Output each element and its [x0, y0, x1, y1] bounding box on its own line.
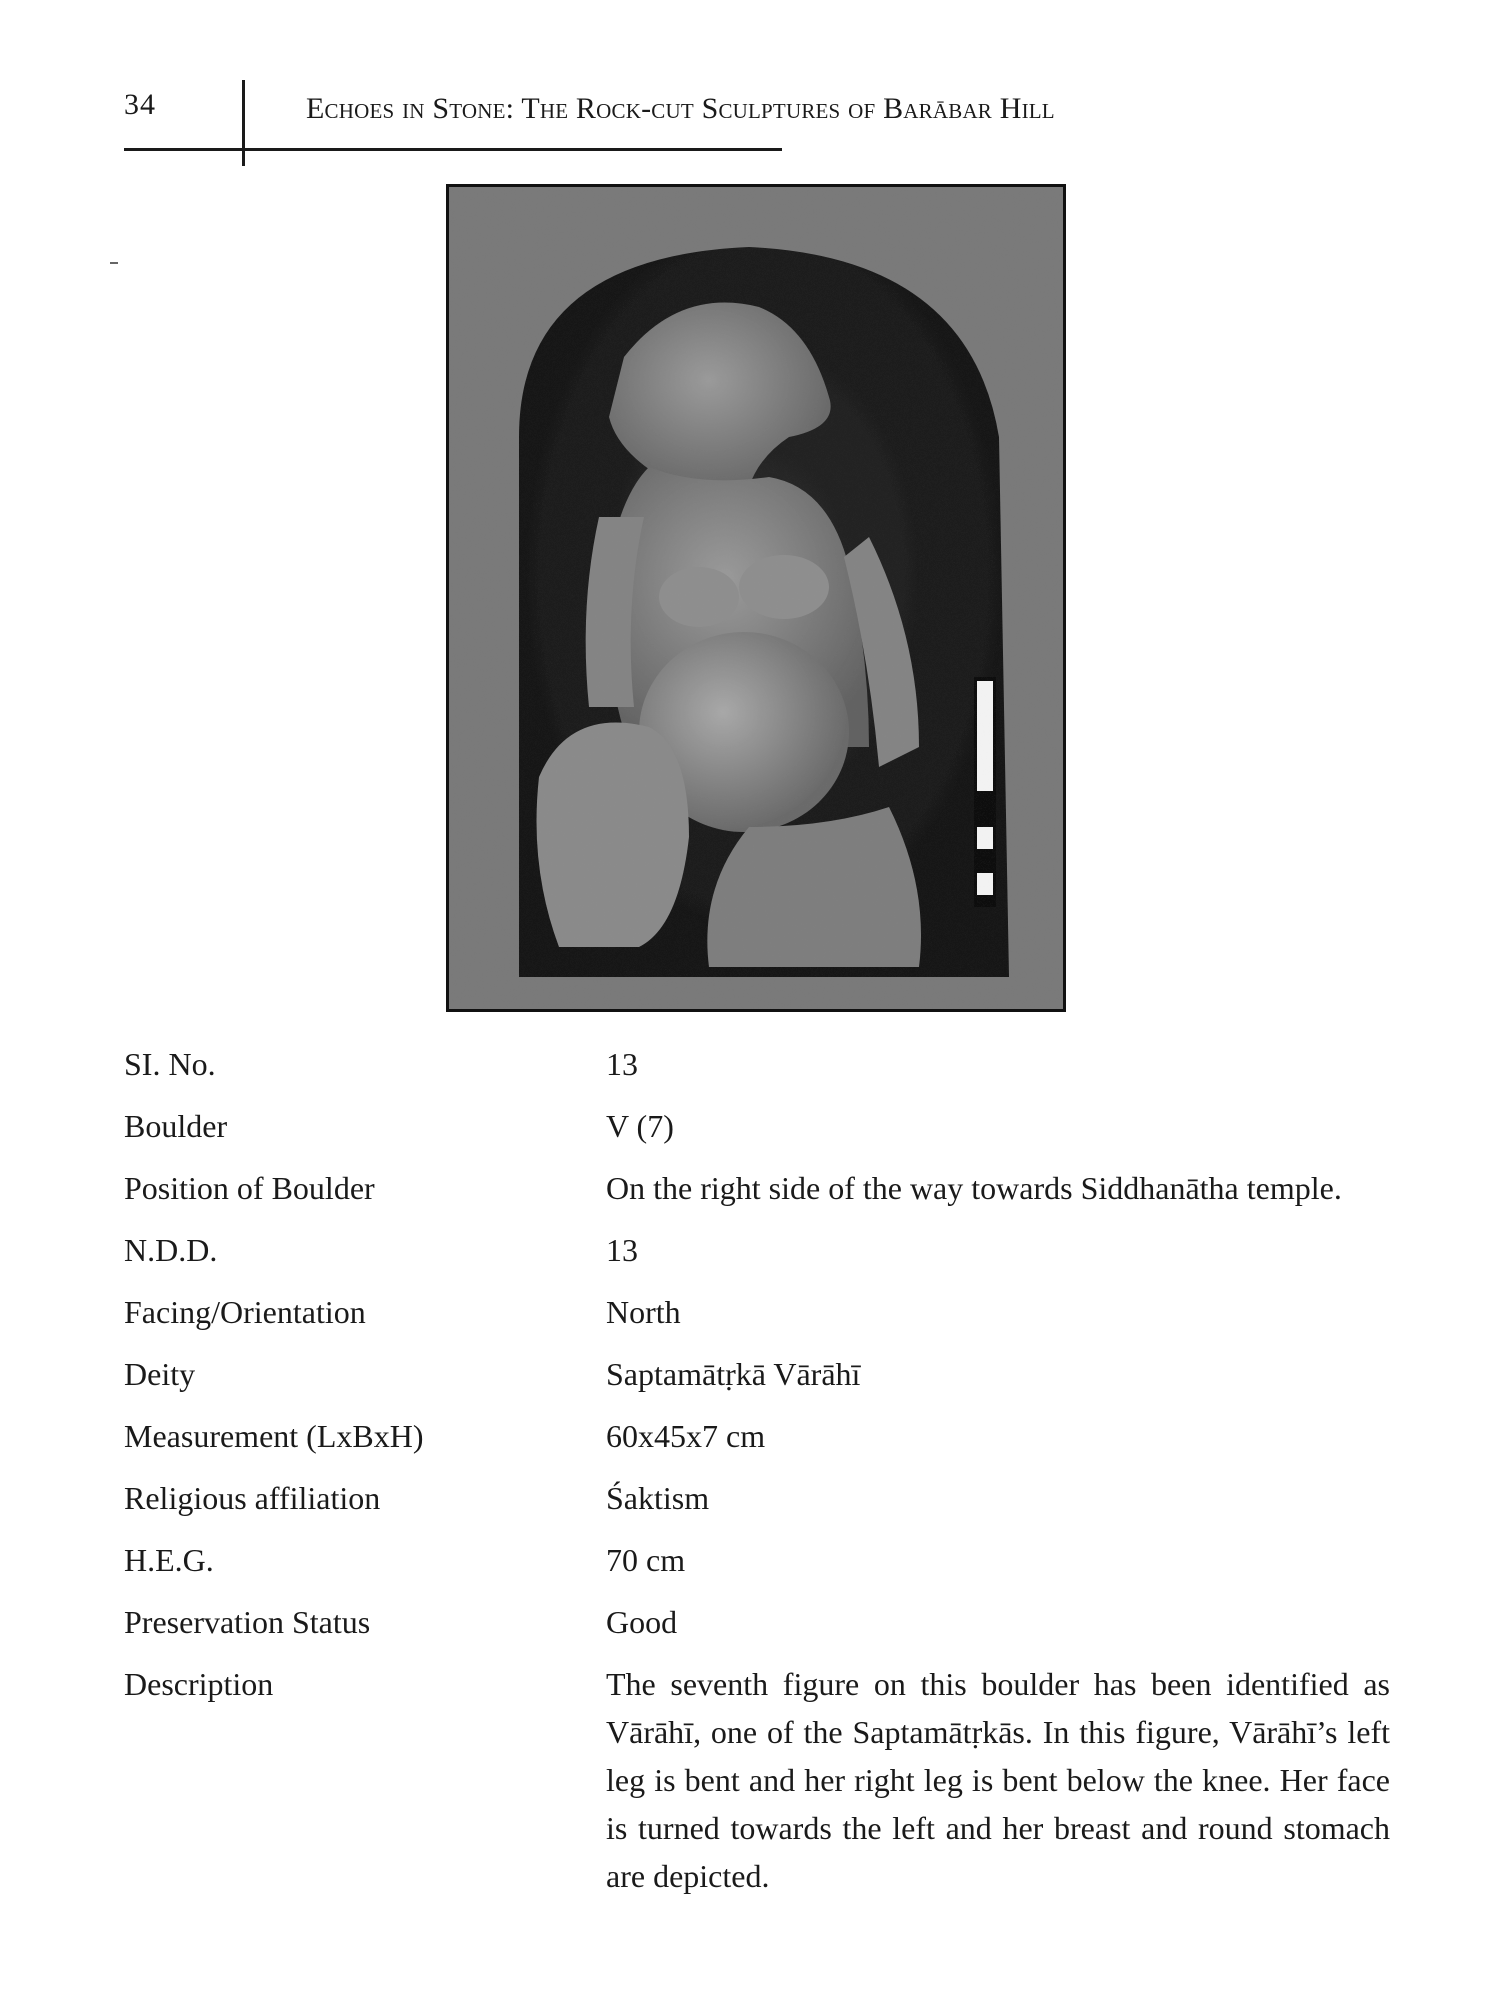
- entry-row-religious-affiliation: [124, 1474, 1394, 1522]
- entry-row-preservation-status: [124, 1598, 1394, 1646]
- entry-value: The seventh figure on this boulder has been identified as Vārāhī, one of the Saptamātṛkās. In this figure, Vārāhī’s left leg is bent and her right leg is bent below the knee. Her face is turned towards the left and her breast and round stomach are depicted.: [606, 1666, 1390, 1894]
- entry-label: Religious affiliation: [124, 1480, 381, 1516]
- entry-value: 60x45x7 cm: [606, 1418, 766, 1454]
- entry-label: H.E.G.: [124, 1542, 214, 1578]
- stray-mark: [110, 262, 118, 264]
- entry-value: Śaktism: [606, 1480, 710, 1516]
- entry-row-position: [124, 1164, 1394, 1212]
- entry-row-boulder: [124, 1102, 1394, 1150]
- entry-value: Good: [606, 1604, 678, 1640]
- entry-label: N.D.D.: [124, 1232, 218, 1268]
- entry-row-deity: [124, 1350, 1394, 1398]
- entry-row-measurement: [124, 1412, 1394, 1460]
- entry-label: Facing/Orientation: [124, 1294, 366, 1330]
- running-title: Echoes in Stone: The Rock-cut Sculptures of Barābar Hill: [306, 92, 1055, 125]
- sculpture-photo: [446, 184, 1066, 1012]
- entry-row-orientation: [124, 1288, 1394, 1336]
- entry-label: SI. No.: [124, 1046, 216, 1082]
- page-header: [0, 0, 1500, 170]
- entry-row-sl-no: [124, 1040, 1394, 1088]
- entry-label: Description: [124, 1666, 274, 1702]
- entry-value: North: [606, 1294, 681, 1330]
- catalogue-entry-table: [124, 1040, 1394, 1914]
- entry-value: V (7): [606, 1108, 674, 1144]
- entry-label: Measurement (LxBxH): [124, 1418, 424, 1454]
- entry-row-heg: [124, 1536, 1394, 1584]
- entry-row-description: [124, 1660, 1394, 1900]
- page-number: 34: [124, 88, 156, 121]
- entry-value: Saptamātṛkā Vārāhī: [606, 1356, 861, 1392]
- header-vertical-rule: [242, 80, 245, 166]
- entry-value: 13: [606, 1046, 638, 1082]
- entry-value: 70 cm: [606, 1542, 686, 1578]
- entry-row-ndd: [124, 1226, 1394, 1274]
- header-horizontal-rule: [124, 148, 782, 151]
- entry-label: Boulder: [124, 1108, 228, 1144]
- entry-value: 13: [606, 1232, 638, 1268]
- entry-label: Deity: [124, 1356, 196, 1392]
- entry-label: Preservation Status: [124, 1604, 371, 1640]
- entry-label: Position of Boulder: [124, 1170, 375, 1206]
- relief-sculpture-photo-icon: [449, 187, 1063, 1009]
- entry-value: On the right side of the way towards Siddhanātha temple.: [606, 1170, 1342, 1206]
